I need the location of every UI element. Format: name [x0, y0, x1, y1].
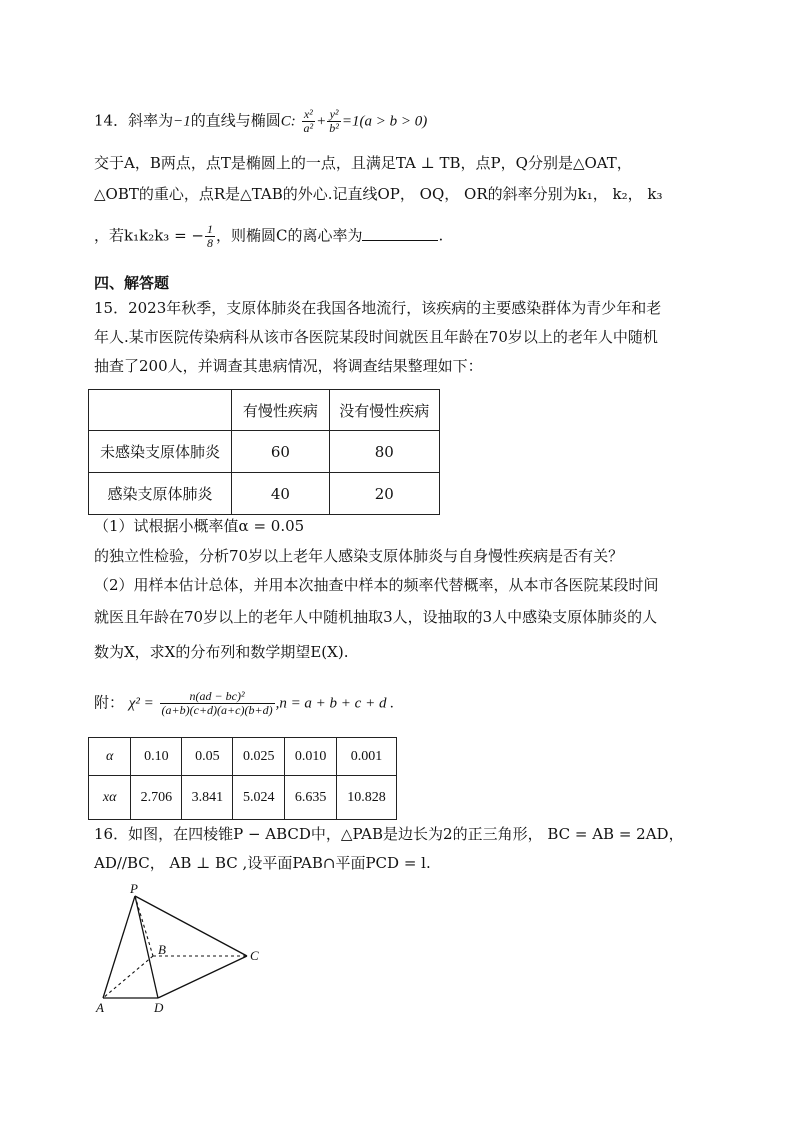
q16-line2: AD//BC， AB ⊥ BC ,设平面PAB∩平面PCD = l.	[94, 854, 431, 872]
table-header-cell	[89, 390, 232, 431]
q14-line3: △OBT的重心，点R是△TAB的外心.记直线OP， OQ， OR的斜率分别为k₁， k₂， k₃	[94, 185, 663, 203]
alpha-cell: 0.001	[337, 738, 397, 776]
x-alpha-cell: 6.635	[285, 776, 337, 820]
q14-text-a: 14．斜率为	[94, 111, 174, 130]
q14-line2: 交于A，B两点，点T是椭圆上的一点，且满足TA ⊥ TB，点P，Q分别是△OAT，	[94, 154, 632, 172]
x-alpha-cell: 2.706	[131, 776, 182, 820]
q14-slope: −1	[173, 113, 191, 130]
q15-part2-a: （2）用样本估计总体，并用本次抽查中样本的频率代替概率，从本市各医院某段时间	[94, 576, 659, 594]
q14-end: .	[438, 226, 444, 245]
edge-PB	[135, 896, 153, 956]
chi-lhs: χ² =	[128, 695, 154, 712]
edge-BA	[103, 956, 153, 998]
table-cell: 20	[329, 473, 439, 515]
edge-PC	[135, 896, 247, 956]
x-alpha-cell: xα	[89, 776, 131, 820]
alpha-cell: 0.025	[233, 738, 285, 776]
q15-p3: 抽查了200人，并调查其患病情况，将调查结果整理如下：	[94, 357, 483, 375]
edge-DC	[158, 956, 247, 998]
q15-part2-b: 就医且年龄在70岁以上的老年人中随机抽取3人，设抽取的3人中感染支原体肺炎的人	[94, 608, 658, 626]
table-cell: 40	[232, 473, 329, 515]
q15-part2-c: 数为X，求X的分布列和数学期望E(X).	[94, 643, 349, 661]
x2-over-a2: $\frac{\text{x²}}{\text{a²}}$	[303, 107, 314, 135]
q14-cond: ，若k₁k₂k₃ = −	[94, 226, 204, 245]
q14-line4	[94, 223, 443, 250]
x-alpha-cell: 10.828	[337, 776, 397, 820]
x-alpha-cell: 3.841	[182, 776, 233, 820]
section-title: 四、解答题	[94, 274, 170, 292]
contingency-table	[88, 389, 440, 515]
q15-part1-a: （1）试根据小概率值α = 0.05	[94, 517, 305, 535]
label-C: C	[250, 948, 259, 963]
table-cell: 60	[232, 431, 329, 473]
label-D: D	[154, 1000, 164, 1015]
one-eighth: $\frac{1}{8}$	[206, 222, 213, 250]
table-cell: 感染支原体肺炎	[89, 473, 232, 515]
label-B: B	[158, 942, 166, 957]
alpha-cell: 0.10	[131, 738, 182, 776]
label-P: P	[130, 881, 138, 896]
q15-p1: 15．2023年秋季，支原体肺炎在我国各地流行，该疾病的主要感染群体为青少年和老	[94, 299, 662, 317]
q14-text-b: 的直线与椭圆	[190, 111, 281, 130]
chi-denominator: (a+b)(c+d)(a+c)(b+d)	[161, 703, 273, 717]
x-alpha-cell: 5.024	[233, 776, 285, 820]
q14-ellipse-tail: =1(a > b > 0)	[341, 113, 428, 130]
q15-part1-b: 的独立性检验，分析70岁以上老年人感染支原体肺炎与自身慢性疾病是否有关？	[94, 547, 624, 565]
edge-PD	[135, 896, 158, 998]
alpha-cell: 0.05	[182, 738, 233, 776]
q14-ask: ，则椭圆C的离心率为	[215, 226, 363, 245]
edge-PA	[103, 896, 135, 998]
pyramid-figure	[90, 880, 280, 1015]
table-cell: 80	[329, 431, 439, 473]
chi-numerator: n(ad − bc)²	[160, 690, 275, 704]
table-cell: 未感染支原体肺炎	[89, 431, 232, 473]
chi-formula	[94, 690, 394, 717]
alpha-cell: 0.010	[285, 738, 337, 776]
chi-tail: ,n = a + b + c + d .	[275, 695, 394, 712]
table-header-cell: 有慢性疾病	[232, 390, 329, 431]
table-header-cell: 没有慢性疾病	[329, 390, 439, 431]
critical-value-table	[88, 737, 397, 820]
q15-p2: 年人.某市医院传染病科从该市各医院某段时间就医且年龄在70岁以上的老年人中随机	[94, 328, 658, 346]
appendix-label: 附：	[94, 693, 125, 712]
q14-ellipse-name: C	[280, 113, 291, 130]
label-A: A	[96, 1000, 104, 1015]
chi-fraction	[160, 690, 275, 717]
alpha-cell: α	[89, 738, 131, 776]
answer-blank	[362, 226, 438, 241]
y2-over-b2: $\frac{\text{y²}}{\text{b²}}$	[329, 107, 339, 135]
q16-line1: 16．如图，在四棱锥P − ABCD中，△PAB是边长为2的正三角形， BC = AB = 2AD，	[94, 825, 684, 843]
q14-line1: 14．斜率为−1的直线与椭圆C: $\frac{\text{x²}}{\text{a²}}$ + $\frac{\text{y²}}{\text{b²}}$ =1(a > b > 0)	[94, 107, 428, 135]
